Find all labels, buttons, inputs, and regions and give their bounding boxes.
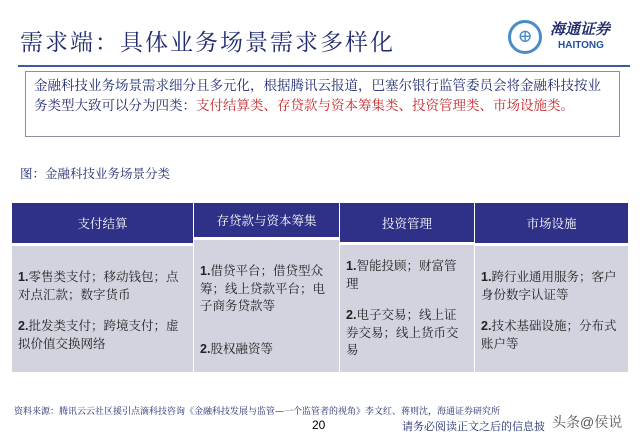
item-text: 跨行业通用服务；客户身份数字认证等: [481, 269, 617, 302]
table-cell-item: [200, 262, 333, 314]
item-text: 股权融资等: [210, 341, 273, 356]
source-note: 资料来源：腾讯云云社区援引点滴科技咨询《金融科技发展与监管—一个监管者的视角》李文红、蒋则沈，海通证券研究所: [14, 407, 501, 417]
table-column: [475, 203, 628, 372]
table-cell-item: [346, 306, 468, 358]
logo-en: HAITONG: [558, 40, 604, 51]
item-number: 1.: [346, 259, 357, 273]
fintech-category-table: [12, 203, 628, 372]
haitong-emblem-icon: ⊕: [508, 20, 542, 54]
page-number: 20: [312, 418, 326, 432]
table-cell-item: [346, 257, 468, 292]
intro-text: 金融科技业务场景需求细分且多元化，根据腾讯云报道，巴塞尔银行监管委员会将金融科技按业务类型大致可以分为四类：: [34, 78, 601, 114]
intro-highlight: 支付结算类、存贷款与资本筹集类、投资管理类、市场设施类。: [196, 98, 574, 114]
table-cell-item: [18, 317, 187, 352]
item-text: 借贷平台；借贷型众筹；线上贷款平台；电子商务贷款等: [200, 263, 326, 313]
intro-box: [25, 71, 620, 137]
item-number: 2.: [481, 319, 492, 333]
table-cell-item: [200, 340, 333, 358]
column-header: 支付结算: [12, 203, 193, 246]
logo-cn: 海通证券: [550, 20, 611, 38]
item-text: 零售类支付；移动钱包；点对点汇款；数字货币: [18, 269, 179, 302]
item-text: 智能投顾；财富管理: [346, 258, 457, 291]
figure-caption: 图：金融科技业务场景分类: [20, 166, 171, 181]
disclaimer-notice: 请务必阅读正文之后的信息披: [402, 420, 545, 433]
table-column: [12, 203, 194, 372]
haitong-logo: [508, 18, 628, 58]
column-header: 存贷款与资本筹集: [194, 203, 339, 240]
table-column: [340, 203, 475, 372]
item-number: 1.: [18, 270, 29, 284]
table-cell-item: [481, 268, 622, 303]
item-number: 2.: [200, 342, 211, 356]
item-text: 批发类支付；跨境支付；虚拟价值交换网络: [18, 318, 179, 351]
table-column: [194, 203, 340, 372]
title-divider: [18, 65, 630, 67]
item-number: 2.: [18, 319, 29, 333]
item-number: 2.: [346, 308, 357, 322]
table-cell-item: [18, 268, 187, 303]
item-text: 技术基础设施；分布式账户等: [481, 318, 617, 351]
item-text: 电子交易；线上证券交易；线上货币交易: [346, 307, 459, 357]
item-number: 1.: [481, 270, 492, 284]
item-number: 1.: [200, 264, 211, 278]
table-cell-item: [481, 317, 622, 352]
watermark: 头条@侯说: [552, 414, 623, 430]
column-header: 市场设施: [475, 203, 628, 246]
page-title: 需求端：具体业务场景需求多样化: [20, 30, 395, 56]
column-header: 投资管理: [340, 203, 474, 245]
